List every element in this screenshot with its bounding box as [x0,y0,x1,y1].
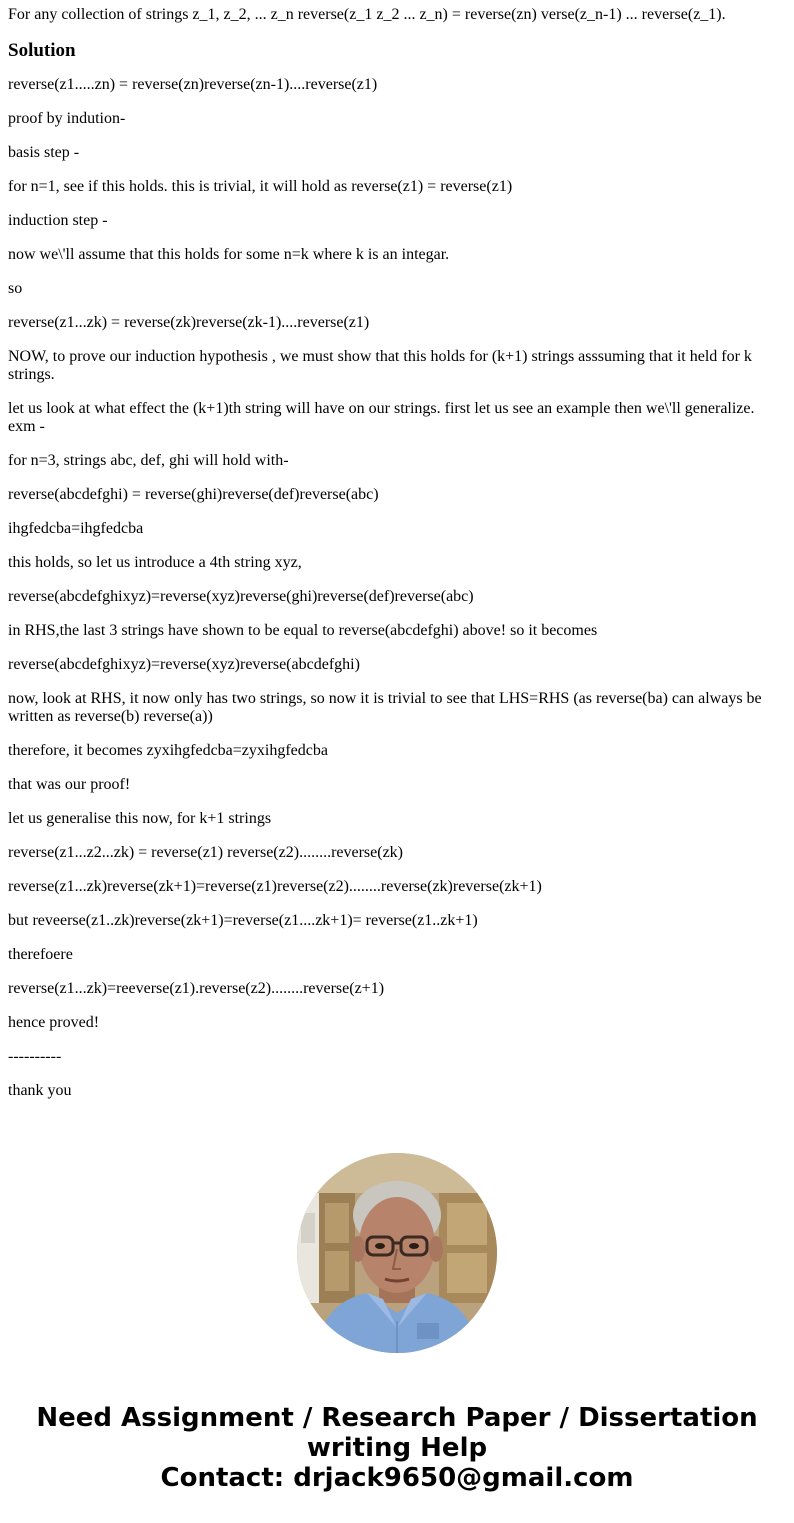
author-photo [297,1153,497,1353]
solution-line: now we\'ll assume that this holds for some n=k where k is an integar. [8,246,450,263]
solution-line: ihgfedcba=ihgfedcba [8,520,144,537]
question-text: For any collection of strings z_1, z_2, ... z_n reverse(z_1 z_2 ... z_n) = reverse(zn) verse(z_n-1) ... reverse(z_1). [8,6,726,23]
author-avatar [297,1153,497,1353]
solution-line: ---------- [8,1048,62,1065]
solution-line: that was our proof! [8,776,131,793]
promo-line: Need Assignment / Research Paper / Dissertation [36,1403,758,1433]
promo-contact: Contact: drjack9650@gmail.com [160,1463,634,1493]
promo-line: writing Help [306,1433,488,1463]
solution-line: let us generalise this now, for k+1 strings [8,810,272,827]
solution-line: reverse(z1...zk) = reverse(zk)reverse(zk-1)....reverse(z1) [8,314,370,331]
solution-line: induction step - [8,212,108,229]
solution-line: let us look at what effect the (k+1)th string will have on our strings. first let us see an example then we\'ll generalize. exm - [8,400,755,435]
document-body [8,6,780,1116]
solution-line: but reveerse(z1..zk)reverse(zk+1)=reverse(z1....zk+1)= reverse(z1..zk+1) [8,912,478,929]
solution-line: reverse(abcdefghixyz)=reverse(xyz)reverse(ghi)reverse(def)reverse(abc) [8,588,474,605]
solution-line: therefoere [8,946,73,963]
solution-line: so [8,280,23,297]
solution-line: thank you [8,1082,72,1099]
solution-line: basis step - [8,144,80,161]
solution-line: in RHS,the last 3 strings have shown to be equal to reverse(abcdefghi) above! so it becomes [8,622,598,639]
solution-line: this holds, so let us introduce a 4th string xyz, [8,554,302,571]
solution-line: proof by indution- [8,110,126,127]
solution-line: reverse(z1...z2...zk) = reverse(z1) reverse(z2)........reverse(zk) [8,844,404,861]
solution-line: reverse(z1...zk)=reeverse(z1).reverse(z2)........reverse(z+1) [8,980,385,997]
solution-line: reverse(abcdefghixyz)=reverse(xyz)reverse(abcdefghi) [8,656,360,673]
solution-line: reverse(z1...zk)reverse(zk+1)=reverse(z1)reverse(z2)........reverse(zk)reverse(zk+1) [8,878,542,895]
solution-heading: Solution [8,40,76,61]
solution-line: hence proved! [8,1014,100,1031]
solution-line: for n=1, see if this holds. this is trivial, it will hold as reverse(z1) = reverse(z1) [8,178,513,195]
solution-body [8,76,780,1100]
solution-line: NOW, to prove our induction hypothesis , we must show that this holds for (k+1) strings asssuming that it held for k strings. [8,348,752,383]
solution-line: now, look at RHS, it now only has two strings, so now it is trivial to see that LHS=RHS (as reverse(ba) can always be written as reverse(b) reverse(a)) [8,690,762,725]
solution-line: for n=3, strings abc, def, ghi will hold with- [8,452,289,469]
solution-line: reverse(z1.....zn) = reverse(zn)reverse(zn-1)....reverse(z1) [8,76,378,93]
promo-banner [0,1403,794,1493]
solution-line: reverse(abcdefghi) = reverse(ghi)reverse(def)reverse(abc) [8,486,379,503]
solution-line: therefore, it becomes zyxihgfedcba=zyxihgfedcba [8,742,328,759]
